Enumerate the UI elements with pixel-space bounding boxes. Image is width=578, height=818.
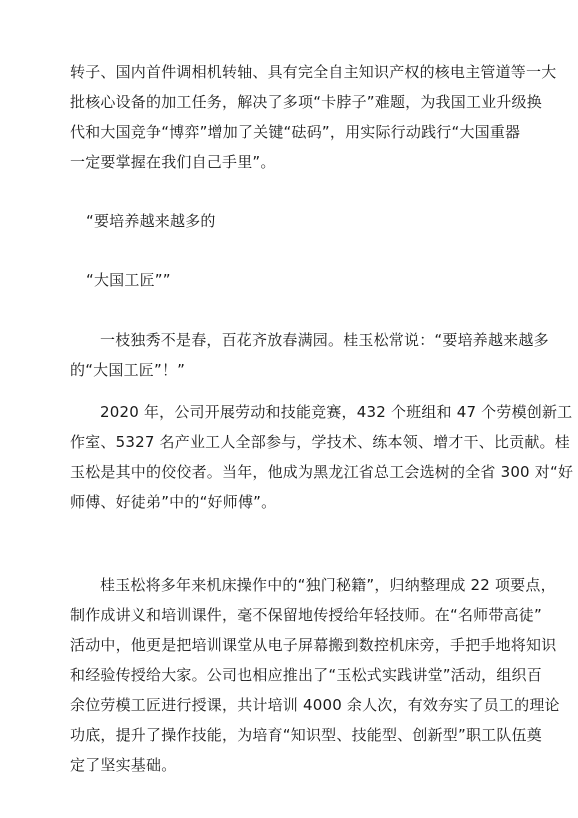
text-line: 玉松是其中的佼佼者。当年，他成为黑龙江省总工会选树的全省 300 对“好	[70, 463, 574, 481]
paragraph-quote	[70, 325, 549, 385]
text-line: 定了坚实基础。	[70, 756, 177, 774]
paragraph-equipment-tasks	[70, 57, 557, 177]
text-line: 和经验传授给大家。公司也相应推出了“玉松式实践讲堂”活动，组织百	[70, 666, 542, 684]
text-line: 余位劳模工匠进行授课，共计培训 4000 余人次，有效夯实了员工的理论	[70, 696, 560, 714]
text-line: 功底，提升了操作技能，为培育“知识型、技能型、创新型”职工队伍奠	[70, 726, 542, 744]
text-line: 活动中，他更是把培训课堂从电子屏幕搬到数控机床旁，手把手地将知识	[70, 636, 557, 654]
section-heading-line-1	[86, 206, 538, 236]
text-line: 的“大国工匠”！”	[70, 361, 186, 379]
heading-text: “大国工匠””	[86, 271, 171, 289]
heading-text: “要培养越来越多的	[86, 212, 216, 230]
text-line: 批核心设备的加工任务，解决了多项“卡脖子”难题，为我国工业升级换	[70, 93, 542, 111]
paragraph-competition-2020	[70, 397, 574, 517]
text-line: 2020 年，公司开展劳动和技能竞赛，432 个班组和 47 个劳模创新工	[100, 403, 573, 421]
text-line: 代和大国竞争“博弈”增加了关键“砝码”，用实际行动践行“大国重器	[70, 123, 521, 141]
text-line: 师傅、好徒弟”中的“好师傅”。	[70, 493, 277, 511]
paragraph-training	[70, 570, 560, 780]
text-line: 一定要掌握在我们自己手里”。	[70, 153, 276, 171]
text-line: 转子、国内首件调相机转轴、具有完全自主知识产权的核电主管道等一大	[70, 63, 557, 81]
text-line: 制作成讲义和培训课件，毫不保留地传授给年轻技师。在“名师带高徒”	[70, 606, 542, 624]
section-heading-line-2	[86, 265, 538, 295]
text-line: 一枝独秀不是春，百花齐放春满园。桂玉松常说：“要培养越来越多	[100, 331, 549, 349]
text-line: 桂玉松将多年来机床操作中的“独门秘籍”，归纳整理成 22 项要点，	[100, 576, 556, 594]
text-line: 作室、5327 名产业工人全部参与，学技术、练本领、增才干、比贡献。桂	[70, 433, 570, 451]
